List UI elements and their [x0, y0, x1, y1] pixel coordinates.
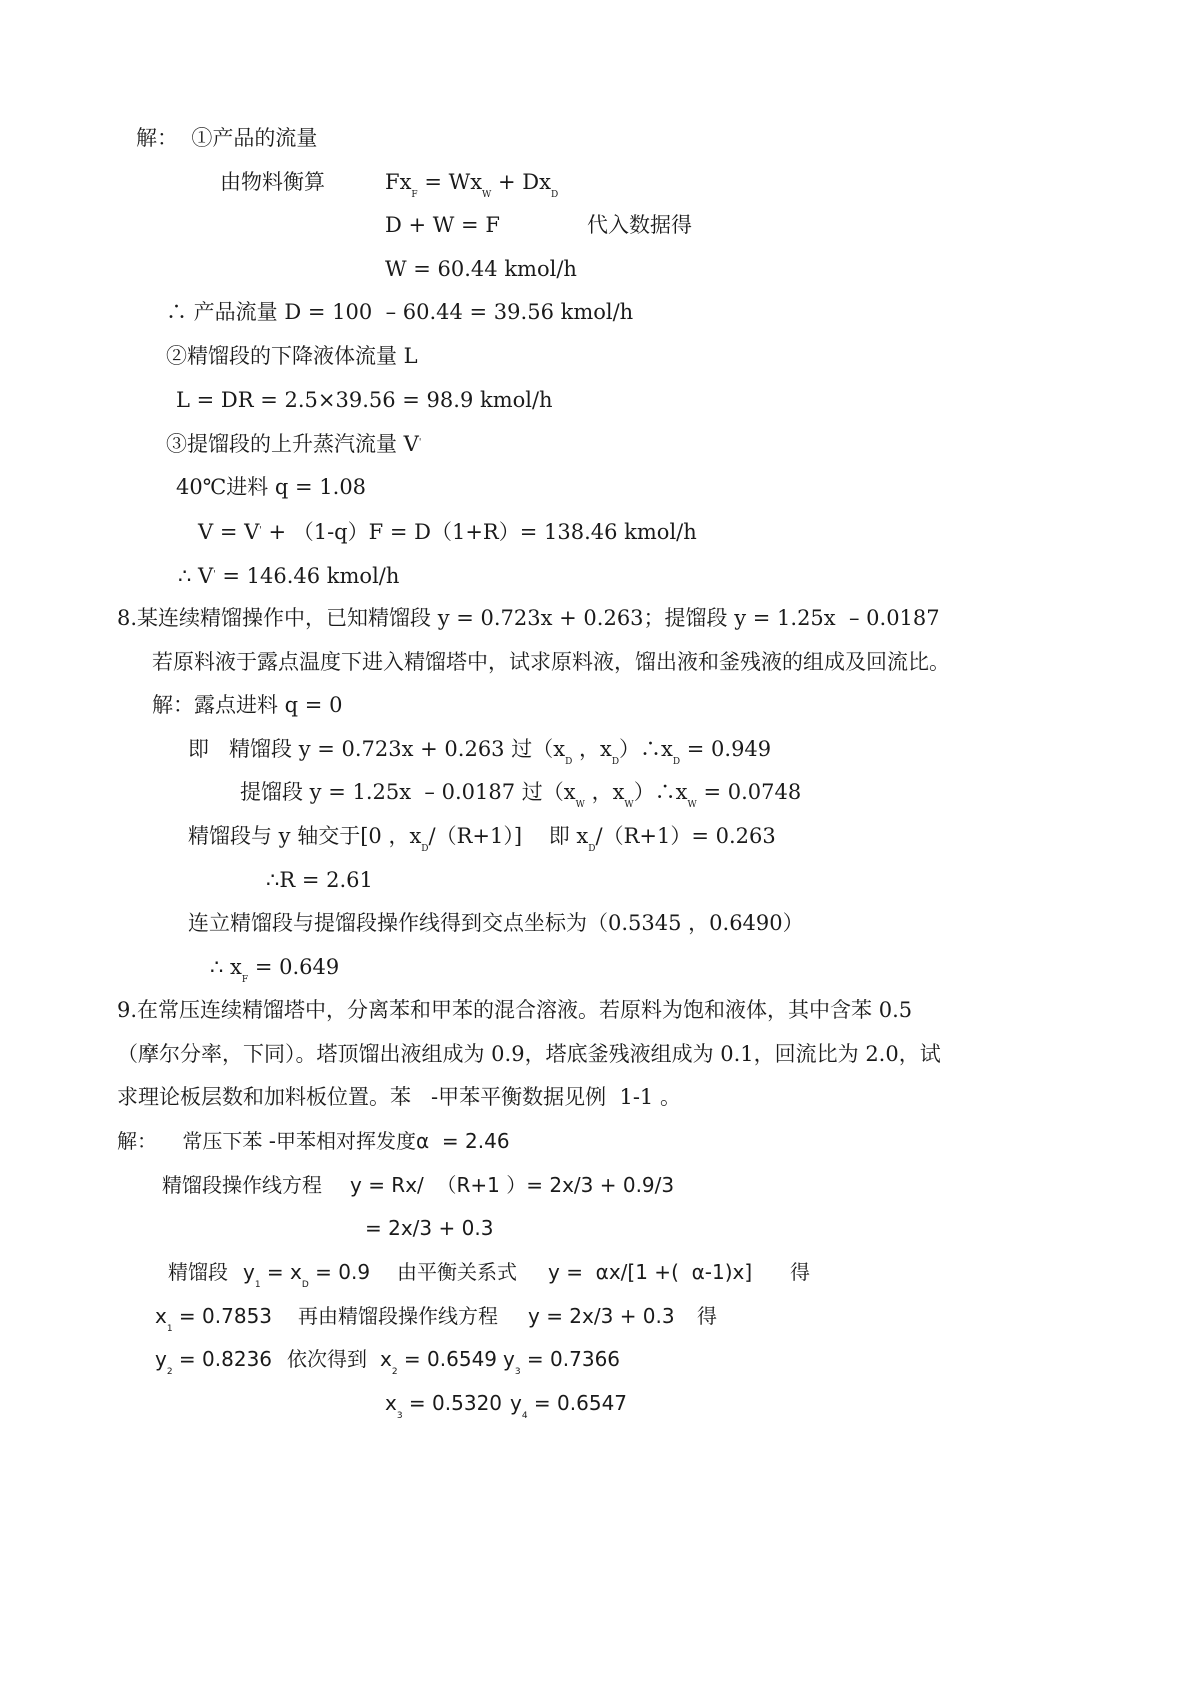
operating-line-simplified: = 2x/3 + 0.3: [365, 1216, 494, 1240]
problem8-statement-line2: 若原料液于露点温度下进入精馏塔中，试求原料液，馏出液和釜残液的组成及回流比。: [152, 650, 950, 674]
step4-x3: $x_3 = 0.5320$: [385, 1391, 503, 1421]
equilibrium-equation: y = αx/[1 +( α-1)x]: [548, 1260, 753, 1284]
problem8-intersection: 连立精馏段与提馏段操作线得到交点坐标为（0.5345 ，0.6490）: [188, 911, 804, 935]
material-balance-equation: $Fx_F = Wx_W + Dx_D$: [385, 170, 559, 200]
stripping-vapor-result: ∴ V' = 146.46 kmol/h: [178, 564, 400, 588]
reflux-liquid-heading: ②精馏段的下降液体流量 L: [166, 344, 418, 368]
problem9-statement-line2: （摩尔分率，下同）。塔顶馏出液组成为 0.9，塔底釜残液组成为 0.1，回流比为 2.0，试: [117, 1042, 941, 1066]
problem8-solution-start: 解：露点进料 q = 0: [152, 693, 343, 717]
reflux-liquid-equation: L = DR = 2.5×39.56 = 98.9 kmol/h: [176, 388, 553, 412]
problem9-statement-line3: 求理论板层数和加料板位置。苯 -甲苯平衡数据见例 1-1 。: [117, 1085, 681, 1109]
stripping-vapor-heading: ③提馏段的上升蒸汽流量 V': [166, 432, 422, 456]
substitute-note: 代入数据得: [587, 213, 692, 237]
step3-label: 依次得到: [287, 1347, 367, 1371]
solution-heading: 解： ①产品的流量: [136, 126, 318, 150]
step2-equation: y = 2x/3 + 0.3: [528, 1304, 675, 1328]
step2-get: 得: [697, 1304, 717, 1328]
problem9-solution-start: 解： 常压下苯 -甲苯相对挥发度α = 2.46: [117, 1129, 510, 1153]
problem8-intercept: 精馏段与 y 轴交于[0 ，$x_D/(R+1)$] 即 $x_D/(R+1)= 0.263$: [188, 824, 776, 854]
problem8-xf-result: ∴ $x_F = 0.649$: [210, 955, 340, 985]
step2-label: 再由精馏段操作线方程: [298, 1304, 498, 1328]
feed-condition: 40℃进料 q = 1.08: [176, 475, 367, 499]
operating-line-equation: y = Rx/ （R+1 ）= 2x/3 + 0.9/3: [350, 1173, 675, 1197]
step3-y2: $y_2 = 0.8236$: [155, 1347, 273, 1377]
operating-line-label: 精馏段操作线方程: [162, 1173, 322, 1197]
problem8-statement-line1: 8.某连续精馏操作中，已知精馏段 y = 0.723x + 0.263；提馏段 y = 1.25x – 0.0187: [117, 606, 940, 630]
step3-y3: $y_3 = 0.7366$: [503, 1347, 621, 1377]
problem9-statement-line1: 9.在常压连续精馏塔中，分离苯和甲苯的混合溶液。若原料为饱和液体，其中含苯 0.5: [117, 998, 913, 1022]
material-balance-label: 由物料衡算: [220, 170, 325, 194]
step2-x1: $x_1 = 0.7853$: [155, 1304, 273, 1334]
step4-y4: $y_4 = 0.6547$: [510, 1391, 628, 1421]
total-balance-equation: D + W = F: [385, 213, 500, 237]
equilibrium-label: 由平衡关系式: [397, 1260, 517, 1284]
problem8-xd-derivation: 即 精馏段 y = 0.723x + 0.263 过（$x_D$ ，$x_D)\therefore x_D = 0.949$: [188, 737, 772, 767]
problem8-reflux-ratio: ∴R = 2.61: [266, 868, 373, 892]
product-flow-result: ∴ 产品流量 D = 100 – 60.44 = 39.56 kmol/h: [166, 300, 634, 324]
vapor-balance-equation: V = V' + （1-q）F = D（1+R）= 138.46 kmol/h: [198, 520, 697, 544]
step3-x2: $x_2 = 0.6549$: [380, 1347, 498, 1377]
problem8-xw-derivation: 提馏段 y = 1.25x – 0.0187 过（$x_W$ ，$x_W)\therefore x_W = 0.0748$: [240, 780, 802, 810]
w-result: W = 60.44 kmol/h: [385, 257, 577, 281]
step1-label: 精馏段: [168, 1260, 228, 1284]
step1-y1: $y_1 = x_D = 0.9$: [243, 1260, 371, 1290]
step1-get: 得: [790, 1260, 810, 1284]
